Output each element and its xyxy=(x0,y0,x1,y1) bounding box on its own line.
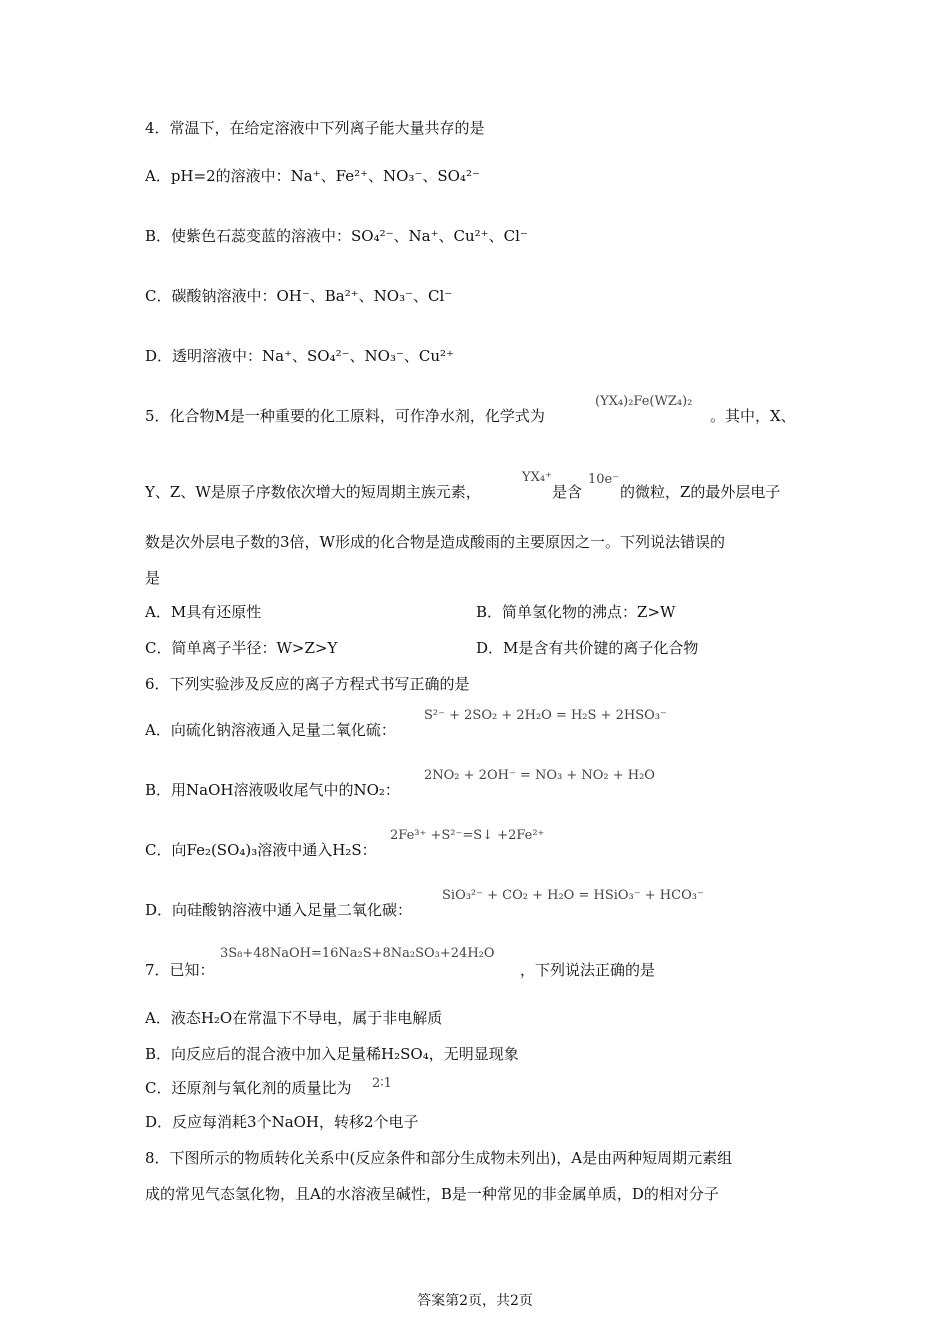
q6-option-d-equation: SiO₃²⁻ + CO₂ + H₂O = HSiO₃⁻ + HCO₃⁻ xyxy=(442,888,704,903)
q5-option-a: A．M具有还原性 xyxy=(145,603,262,621)
q5-ion: YX₄⁺ xyxy=(522,470,552,485)
q7-stem-b: ，下列说法正确的是 xyxy=(520,961,656,979)
q7-option-c-text: C．还原剂与氧化剂的质量比为 xyxy=(145,1079,352,1097)
q6-option-c-equation: 2Fe³⁺ +S²⁻=S↓ +2Fe²⁺ xyxy=(390,828,545,843)
q7-option-b: B．向反应后的混合液中加入足量稀H₂SO₄，无明显现象 xyxy=(145,1045,519,1063)
q7-equation: 3S₈+48NaOH=16Na₂S+8Na₂SO₃+24H₂O xyxy=(220,946,495,961)
q6-option-a-equation: S²⁻ + 2SO₂ + 2H₂O = H₂S + 2HSO₃⁻ xyxy=(424,708,667,723)
q6-option-d-text: D．向硅酸钠溶液中通入足量二氧化碳： xyxy=(145,901,413,919)
q8-line1: 8．下图所示的物质转化关系中(反应条件和部分生成物未列出)，A是由两种短周期元素组 xyxy=(145,1149,733,1167)
q8-line2: 成的常见气态氢化物，且A的水溶液呈碱性，B是一种常见的非金属单质，D的相对分子 xyxy=(145,1185,719,1203)
q6-option-a-text: A．向硫化钠溶液通入足量二氧化硫： xyxy=(145,721,396,739)
q5-option-b: B．简单氢化物的沸点：Z>W xyxy=(476,603,676,621)
q4-stem: 4．常温下，在给定溶液中下列离子能大量共存的是 xyxy=(145,119,485,137)
q7-stem-a: 7．已知： xyxy=(145,961,215,979)
q5-line3: 数是次外层电子数的3倍，W形成的化合物是造成酸雨的主要原因之一。下列说法错误的 xyxy=(145,533,725,551)
q7-option-d: D．反应每消耗3个NaOH，转移2个电子 xyxy=(145,1113,419,1131)
q7-option-c-ratio: 2∶1 xyxy=(372,1076,392,1091)
q5-option-c: C．简单离子半径：W>Z>Y xyxy=(145,639,338,657)
q4-option-d: D．透明溶液中：Na⁺、SO₄²⁻、NO₃⁻、Cu²⁺ xyxy=(145,347,454,365)
q5-line2c: 的微粒，Z的最外层电子 xyxy=(620,483,781,501)
q5-line1a: 5．化合物M是一种重要的化工原料，可作净水剂，化学式为 xyxy=(145,407,545,425)
q4-option-c: C．碳酸钠溶液中：OH⁻、Ba²⁺、NO₃⁻、Cl⁻ xyxy=(145,287,453,305)
q5-formula: (YX₄)₂Fe(WZ₄)₂ xyxy=(595,394,693,409)
q7-option-a: A．液态H₂O在常温下不导电，属于非电解质 xyxy=(145,1009,443,1027)
q6-option-c-text: C．向Fe₂(SO₄)₃溶液中通入H₂S： xyxy=(145,841,377,859)
q6-option-b-text: B．用NaOH溶液吸收尾气中的NO₂： xyxy=(145,781,400,799)
q5-line2b: 是含 xyxy=(552,483,583,501)
q5-electrons: 10e⁻ xyxy=(588,472,620,487)
q6-stem: 6．下列实验涉及反应的离子方程式书写正确的是 xyxy=(145,675,470,693)
q4-option-a: A．pH=2的溶液中：Na⁺、Fe²⁺、NO₃⁻、SO₄²⁻ xyxy=(145,167,480,185)
q5-option-d: D．M是含有共价键的离子化合物 xyxy=(476,639,699,657)
q4-option-b: B．使紫色石蕊变蓝的溶液中：SO₄²⁻、Na⁺、Cu²⁺、Cl⁻ xyxy=(145,227,528,245)
q5-line2a: Y、Z、W是原子序数依次增大的短周期主族元素， xyxy=(145,483,481,501)
q5-line1b: 。其中，X、 xyxy=(710,407,796,425)
q5-line4: 是 xyxy=(145,569,161,587)
q6-option-b-equation: 2NO₂ + 2OH⁻ = NO₃ + NO₂ + H₂O xyxy=(424,768,655,783)
page-footer: 答案第2页，共2页 xyxy=(417,1293,533,1309)
